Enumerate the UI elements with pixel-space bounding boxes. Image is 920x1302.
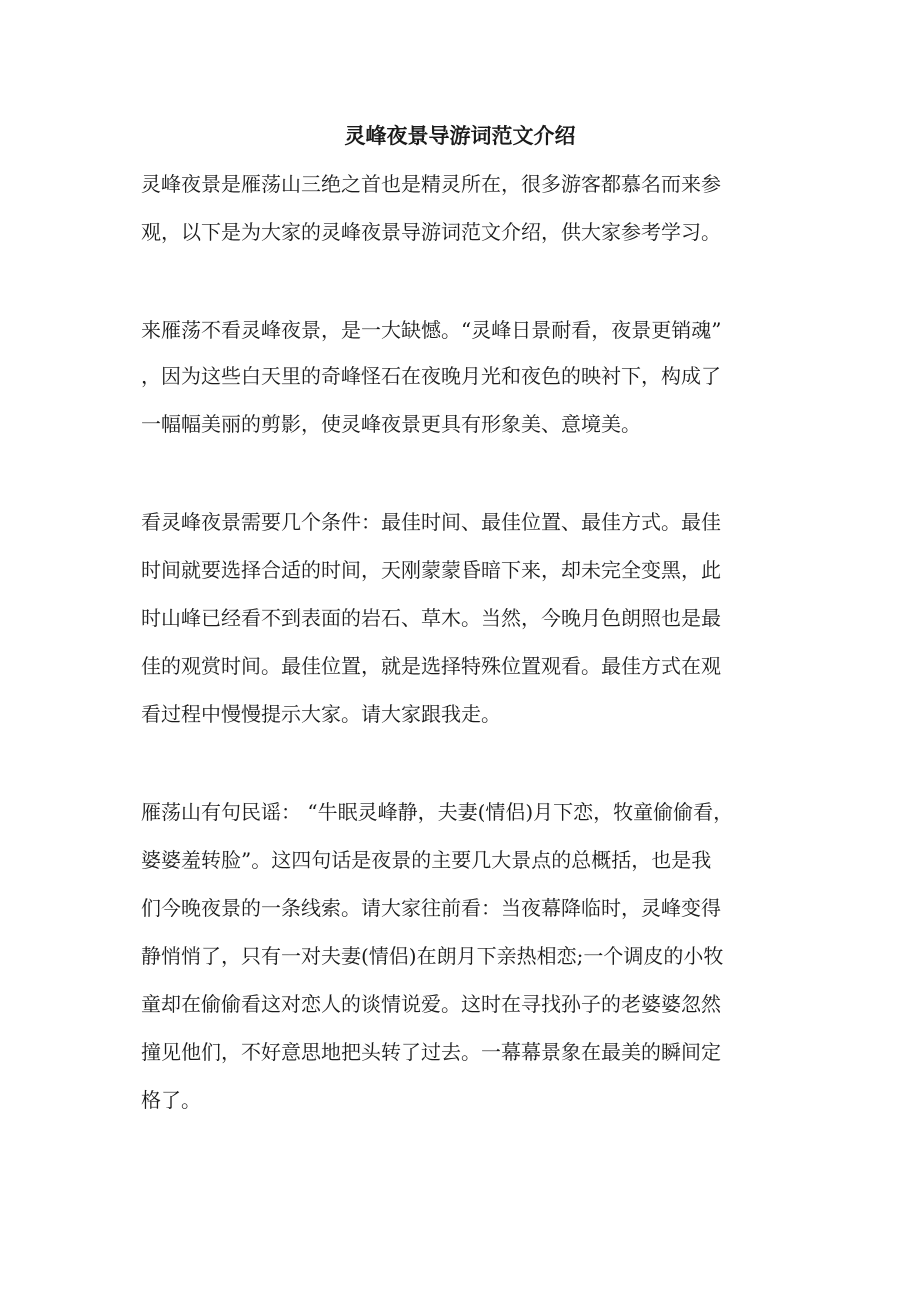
paragraph-2-line-1: 来雁荡不看灵峰夜景，是一大缺憾。“灵峰日景耐看，夜景更销魂” <box>141 318 722 342</box>
paragraph-3-line-5: 看过程中慢慢提示大家。请大家跟我走。 <box>141 702 501 726</box>
paragraph-3-line-1: 看灵峰夜景需要几个条件：最佳时间、最佳位置、最佳方式。最佳 <box>141 510 721 534</box>
paragraph-4-line-6: 撞见他们，不好意思地把头转了过去。一幕幕景象在最美的瞬间定 <box>141 1040 721 1064</box>
paragraph-3-line-3: 时山峰已经看不到表面的岩石、草木。当然，今晚月色朗照也是最 <box>141 606 721 630</box>
paragraph-4-line-5: 童却在偷偷看这对恋人的谈情说爱。这时在寻找孙子的老婆婆忽然 <box>141 992 721 1016</box>
paragraph-4-line-1: 雁荡山有句民谣： “牛眠灵峰静，夫妻(情侣)月下恋，牧童偷偷看， <box>141 800 734 824</box>
paragraph-3-line-4: 佳的观赏时间。最佳位置，就是选择特殊位置观看。最佳方式在观 <box>141 654 721 678</box>
paragraph-4-line-2: 婆婆羞转脸”。这四句话是夜景的主要几大景点的总概括，也是我 <box>141 848 712 872</box>
paragraph-4-line-7: 格了。 <box>141 1088 201 1112</box>
paragraph-1-line-1: 灵峰夜景是雁荡山三绝之首也是精灵所在，很多游客都慕名而来参 <box>141 172 721 196</box>
paragraph-4-line-3: 们今晚夜景的一条线索。请大家往前看：当夜幕降临时，灵峰变得 <box>141 896 721 920</box>
paragraph-3-line-2: 时间就要选择合适的时间，天刚蒙蒙昏暗下来，却未完全变黑，此 <box>141 558 721 582</box>
document-title: 灵峰夜景导游词范文介绍 <box>344 123 576 148</box>
paragraph-2-line-2: ，因为这些白天里的奇峰怪石在夜晚月光和夜色的映衬下，构成了 <box>141 364 721 388</box>
paragraph-4-line-4: 静悄悄了，只有一对夫妻(情侣)在朗月下亲热相恋;一个调皮的小牧 <box>141 944 724 968</box>
paragraph-2-line-3: 一幅幅美丽的剪影，使灵峰夜景更具有形象美、意境美。 <box>141 412 641 436</box>
paragraph-1-line-2: 观，以下是为大家的灵峰夜景导游词范文介绍，供大家参考学习。 <box>141 220 721 244</box>
